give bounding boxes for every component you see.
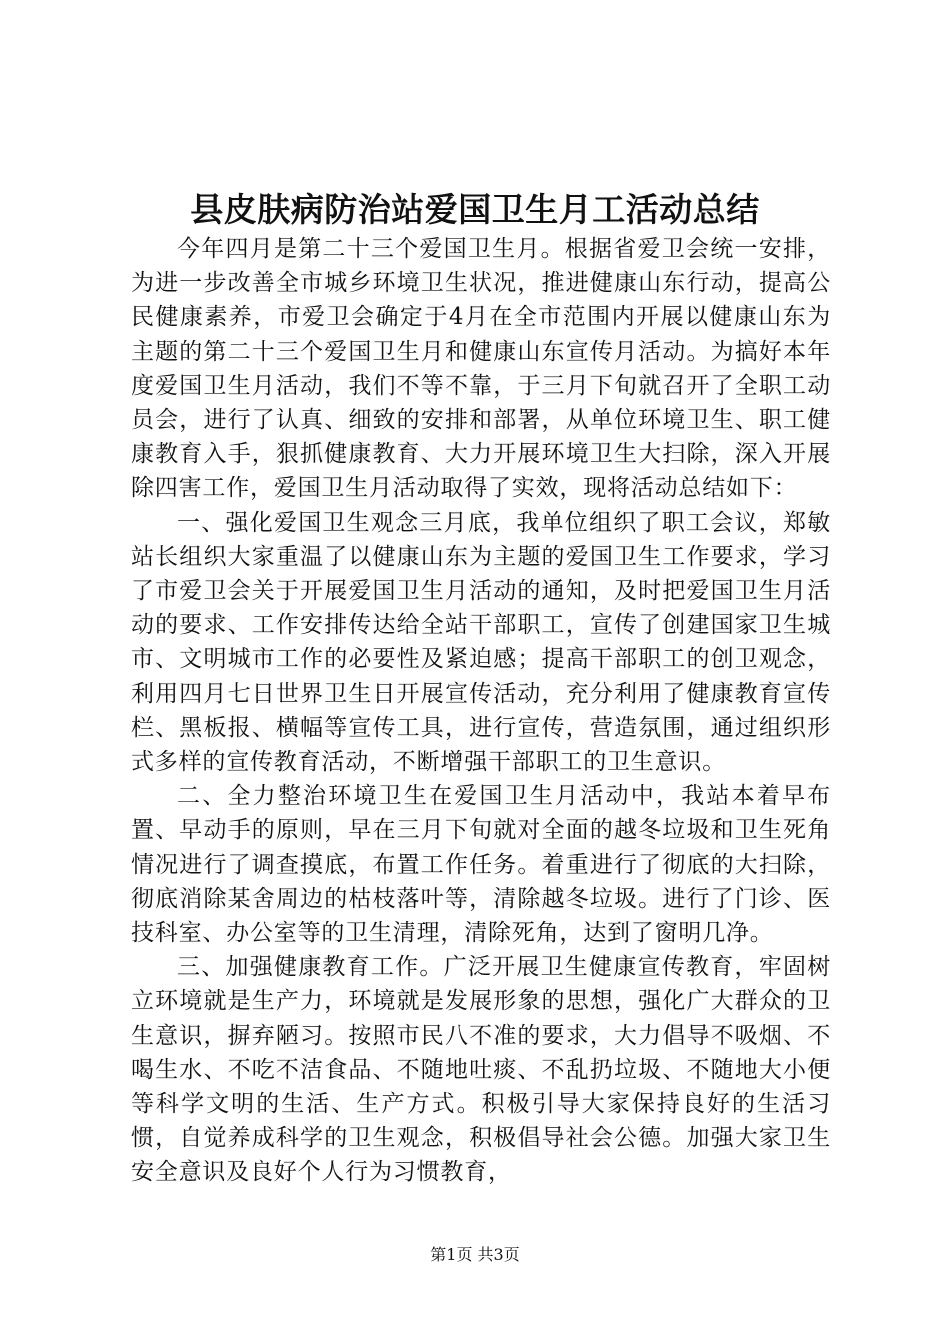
paragraph-section-1: 一、强化爱国卫生观念三月底，我单位组织了职工会议，郑敏站长组织大家重温了以健康山东为主题的爱国卫生工作要求，学习了市爱卫会关于开展爱国卫生月活动的通知，及时把爱国卫生月活动的要求、工作安排传达给全站干部职工，宣传了创建国家卫生城市、文明城市工作的必要性及紧迫感；提高干部职工的创卫观念，利用四月七日世界卫生日开展宣传活动，充分利用了健康教育宣传栏、黑板报、横幅等宣传工具，进行宣传，营造氛围，通过组织形式多样的宣传教育活动，不断增强干部职工的卫生意识。 [131,509,831,776]
page-number-footer: 第1页 共3页 [430,1245,520,1264]
paragraph-intro: 今年四月是第二十三个爱国卫生月。根据省爱卫会统一安排，为进一步改善全市城乡环境卫生状况，推进健康山东行动，提高公民健康素养，市爱卫会确定于4月在全市范围内开展以健康山东为主题的第二十三个爱国卫生月和健康山东宣传月活动。为搞好本年度爱国卫生月活动，我们不等不靠，于三月下旬就召开了全职工动员会，进行了认真、细致的安排和部署，从单位环境卫生、职工健康教育入手，狠抓健康教育、大力开展环境卫生大扫除，深入开展除四害工作，爱国卫生月活动取得了实效，现将活动总结如下： [131,236,831,502]
document-body [131,232,831,1190]
paragraph-section-2: 二、全力整治环境卫生在爱国卫生月活动中，我站本着早布置、早动手的原则，早在三月下旬就对全面的越冬垃圾和卫生死角情况进行了调查摸底，布置工作任务。着重进行了彻底的大扫除，彻底消除某舍周边的枯枝落叶等，清除越冬垃圾。进行了门诊、医技科室、办公室等的卫生清理，清除死角，达到了窗明几净。 [131,783,831,947]
document-title: 县皮肤病防治站爱国卫生月工活动总结 [190,190,760,229]
paragraph-section-3: 三、加强健康教育工作。广泛开展卫生健康宣传教育，牢固树立环境就是生产力，环境就是发展形象的思想，强化广大群众的卫生意识，摒弃陋习。按照市民八不准的要求，大力倡导不吸烟、不喝生水、不吃不洁食品、不随地吐痰、不乱扔垃圾、不随地大小便等科学文明的生活、生产方式。积极引导大家保持良好的生活习惯，自觉养成科学的卫生观念，积极倡导社会公德。加强大家卫生安全意识及良好个人行为习惯教育， [131,954,831,1186]
